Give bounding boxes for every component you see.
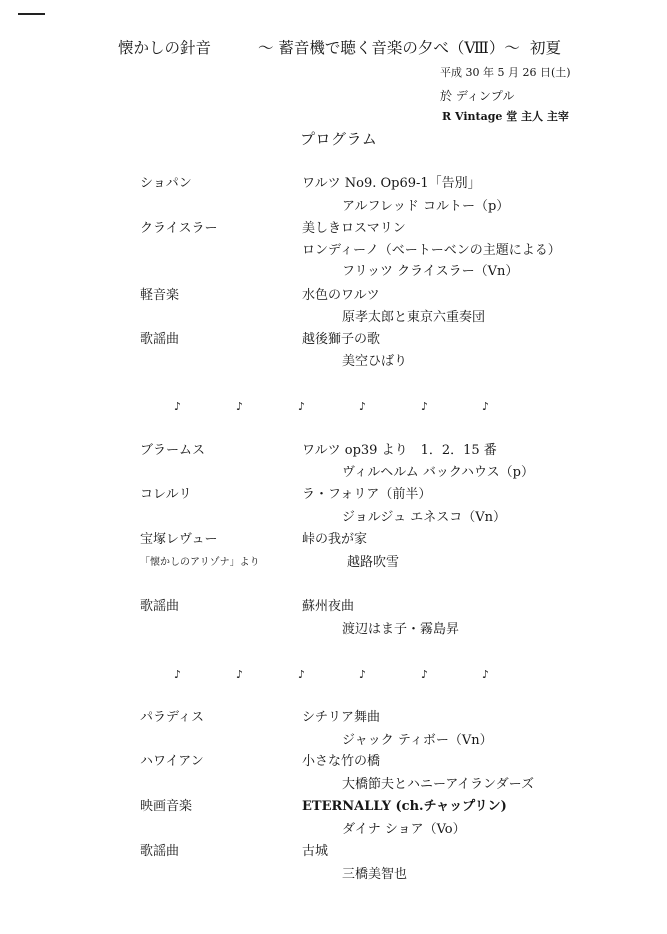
music-note-icon: ♪ <box>359 400 367 413</box>
music-note-icon: ♪ <box>482 400 490 413</box>
program-composer: 宝塚レヴュー <box>140 532 218 547</box>
program-composer: 軽音楽 <box>140 288 180 303</box>
music-note-icon: ♪ <box>174 668 182 681</box>
program-performer: 原孝太郎と東京六重奏団 <box>342 310 486 325</box>
program-composer: ブラームス <box>140 443 206 458</box>
program-source-note: 「懐かしのアリゾナ」より <box>140 557 260 568</box>
program-performer: フリッツ クライスラー（Vn） <box>342 264 519 279</box>
music-note-icon: ♪ <box>421 400 429 413</box>
music-note-icon: ♪ <box>482 668 490 681</box>
program-piece: シチリア舞曲 <box>302 710 381 725</box>
music-note-icon: ♪ <box>236 400 244 413</box>
program-composer: 歌謡曲 <box>140 332 180 347</box>
music-note-icon: ♪ <box>236 668 244 681</box>
program-piece: ワルツ op39 より 1．2．15 番 <box>302 443 497 458</box>
program-performer: ヴィルヘルム バックハウス（p） <box>342 465 534 480</box>
program-piece: ラ・フォリア（前半） <box>302 487 432 502</box>
program-composer: 歌謡曲 <box>140 599 180 614</box>
program-performer: 三橋美智也 <box>342 867 408 882</box>
program-performer: 大橋節夫とハニーアイランダーズ <box>342 777 535 792</box>
music-note-icon: ♪ <box>174 400 182 413</box>
program-composer: 映画音楽 <box>140 799 193 814</box>
program-performer: 渡辺はま子・霧島昇 <box>342 622 460 637</box>
event-host: R Vintage 堂 主人 主宰 <box>442 110 569 123</box>
program-piece: ロンディーノ（ベートーベンの主題による） <box>302 243 561 258</box>
event-date: 平成 30 年 5 月 26 日(土) <box>440 66 571 79</box>
program-performer: 越路吹雪 <box>347 555 400 570</box>
music-note-icon: ♪ <box>359 668 367 681</box>
program-performer: ジョルジュ エネスコ（Vn） <box>342 510 507 525</box>
program-piece: 古城 <box>302 844 329 859</box>
music-note-icon: ♪ <box>421 668 429 681</box>
program-piece: 水色のワルツ <box>302 288 380 303</box>
program-piece: 越後獅子の歌 <box>302 332 381 347</box>
program-piece: 峠の我が家 <box>302 532 368 547</box>
event-subtitle: ～ 蓄音機で聴く音楽の夕べ（Ⅷ）～ <box>258 39 520 57</box>
corner-rule <box>18 13 45 15</box>
program-piece: 小さな竹の橋 <box>302 754 381 769</box>
program-piece: 美しきロスマリン <box>302 221 406 236</box>
program-composer: ショパン <box>140 176 192 191</box>
program-composer: コレルリ <box>140 487 192 502</box>
program-performer: ジャック ティボー（Vn） <box>342 733 493 748</box>
program-piece: ワルツ No9. Op69-1「告別」 <box>302 176 481 191</box>
event-venue: 於 ディンプル <box>440 89 515 103</box>
program-performer: 美空ひばり <box>342 354 408 369</box>
program-composer: ハワイアン <box>140 754 204 769</box>
event-season: 初夏 <box>530 39 562 57</box>
event-title: 懐かしの針音 <box>118 39 212 57</box>
program-piece: ETERNALLY (ch.チャップリン) <box>302 799 507 814</box>
music-note-icon: ♪ <box>298 668 306 681</box>
program-composer: クライスラー <box>140 221 218 236</box>
program-composer: パラディス <box>140 710 204 725</box>
program-performer: アルフレッド コルトー（p） <box>342 199 510 214</box>
program-composer: 歌謡曲 <box>140 844 180 859</box>
music-note-icon: ♪ <box>298 400 306 413</box>
program-performer: ダイナ ショア（Vo） <box>342 822 466 837</box>
program-piece: 蘇州夜曲 <box>302 599 355 614</box>
program-heading: プログラム <box>300 130 378 148</box>
